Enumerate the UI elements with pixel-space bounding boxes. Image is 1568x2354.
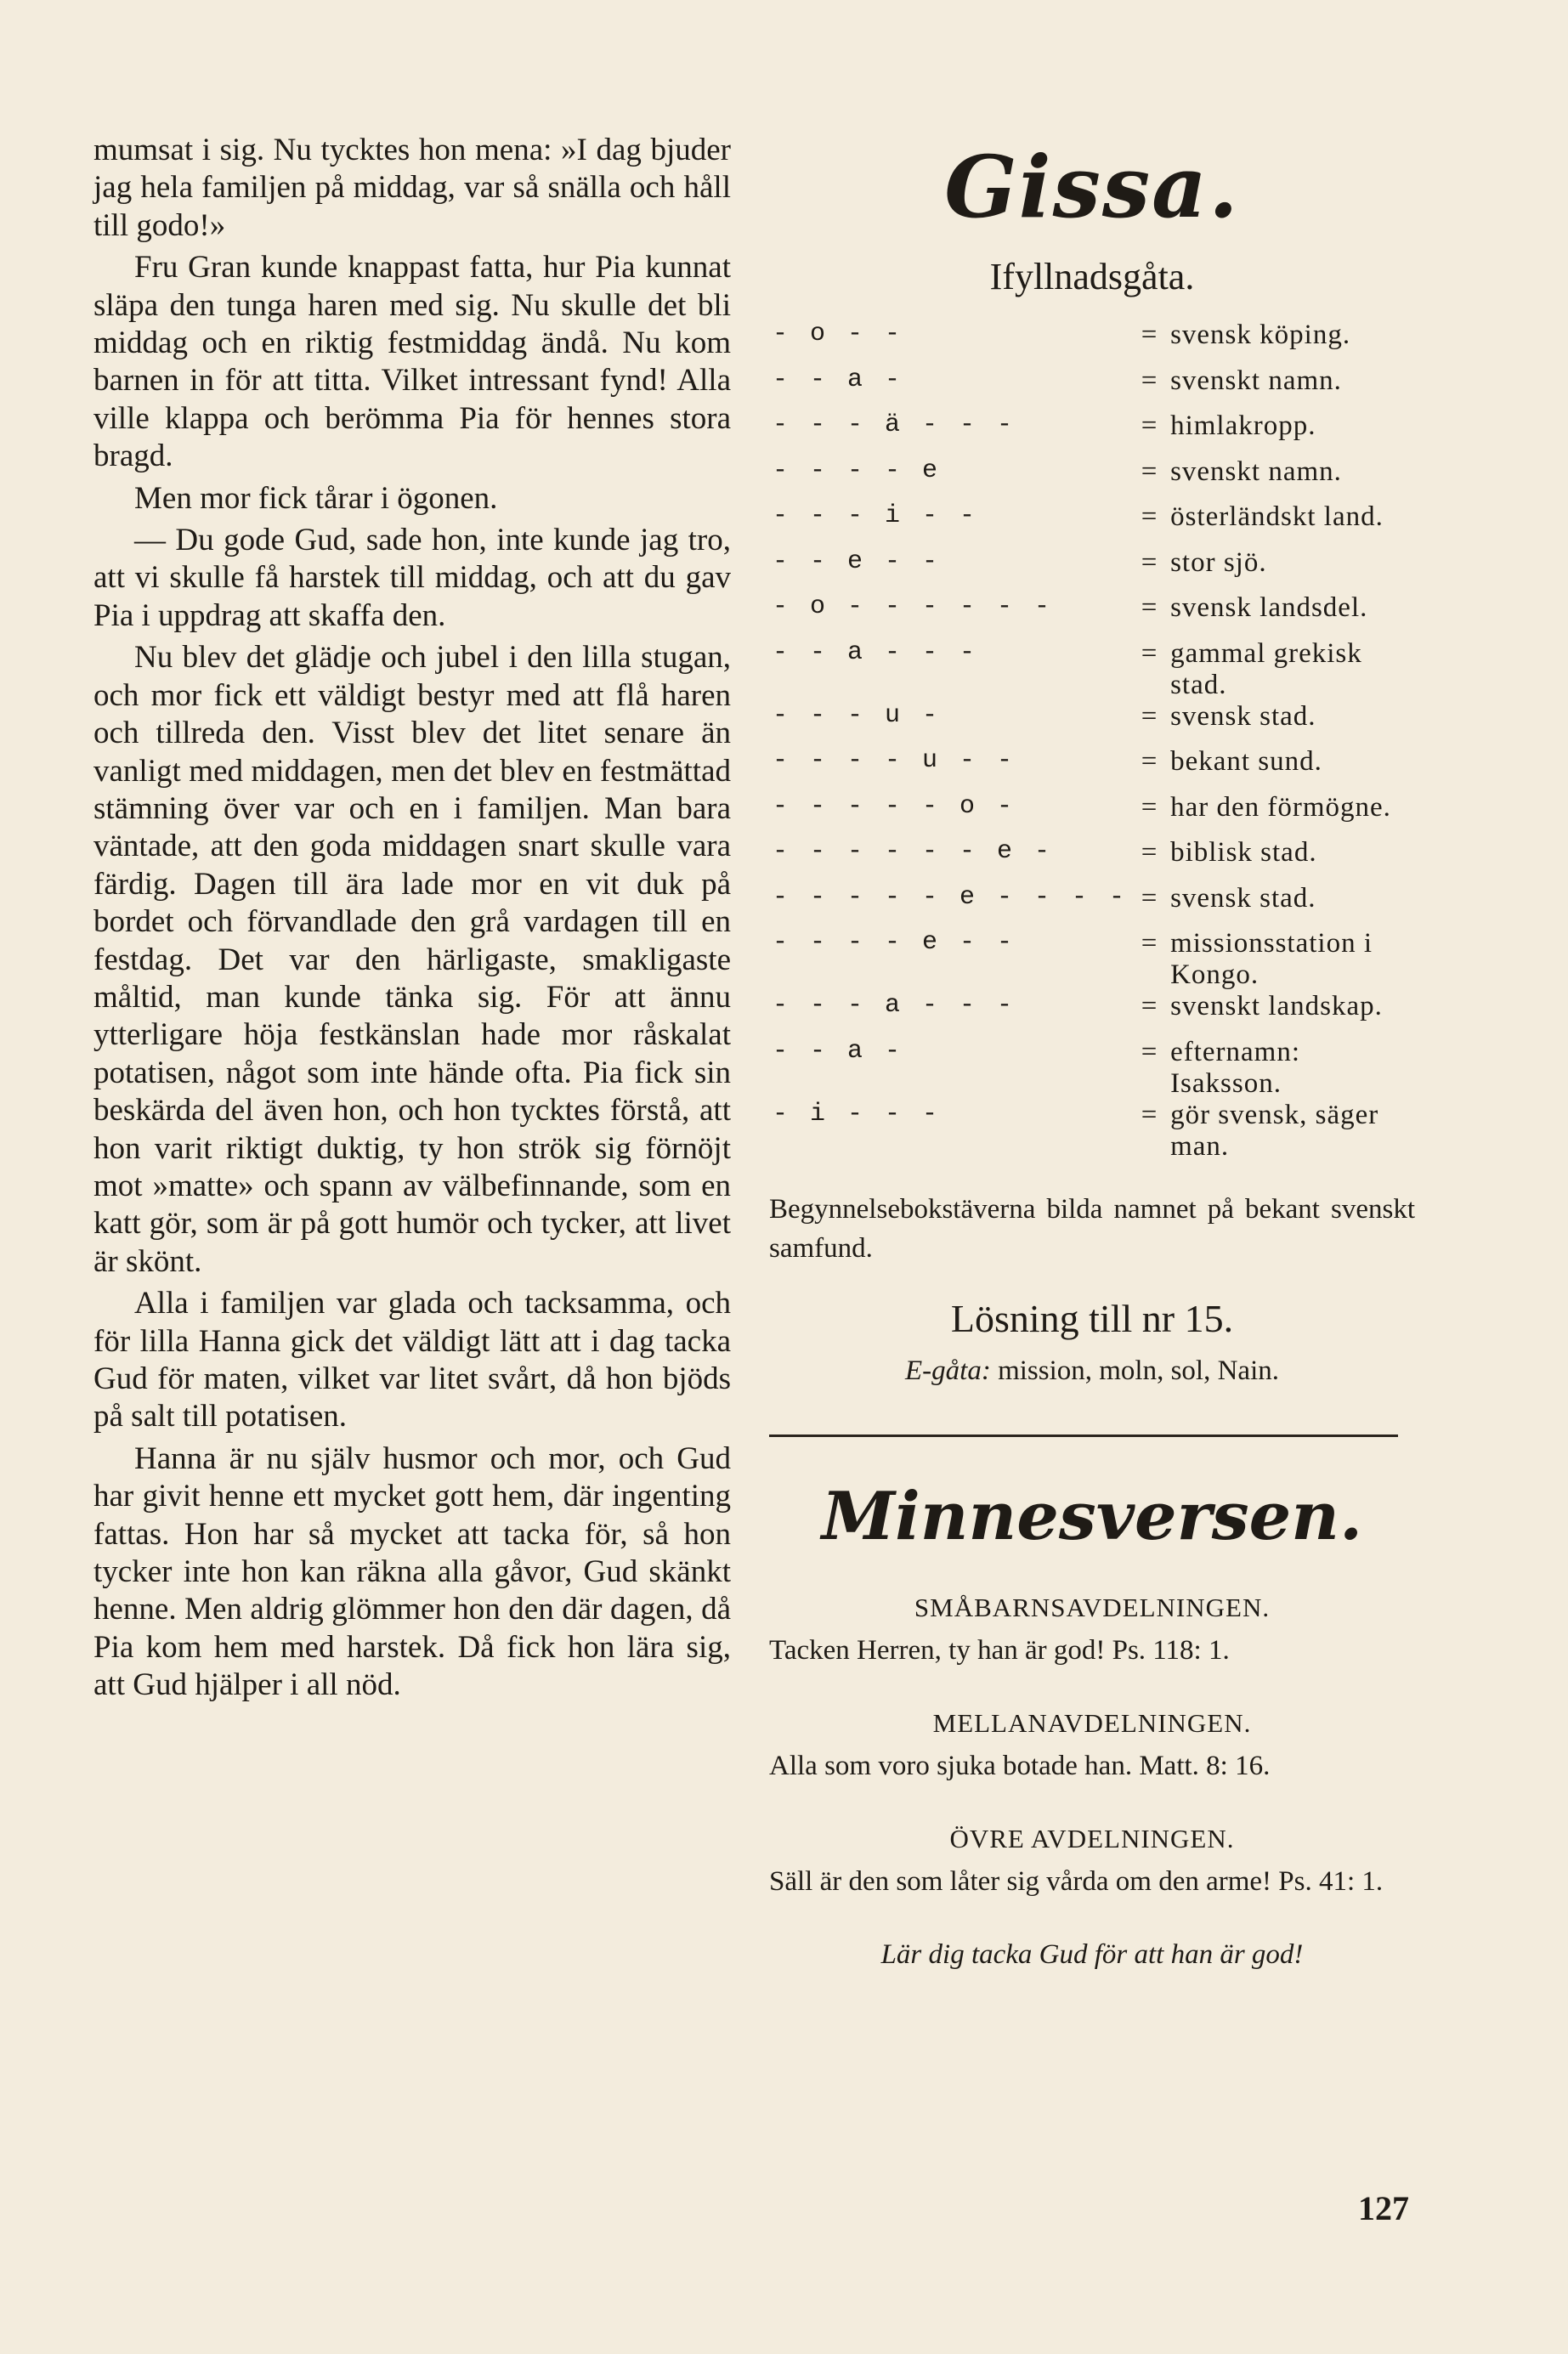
equals-sign: =: [1141, 546, 1158, 578]
puzzle-row: [769, 991, 1415, 1037]
puzzle-pattern: - - - i - -: [773, 501, 979, 530]
equals-sign: =: [1141, 456, 1158, 487]
equals-sign: =: [1141, 365, 1158, 396]
puzzle-clue: svensk köping.: [1170, 320, 1351, 350]
story-paragraph: — Du gode Gud, sade hon, inte kunde jag tro, att vi skulle få harstek till middag, och att du gav Pia i uppdrag att skaffa den.: [93, 523, 731, 633]
puzzle-clue: svensk landsdel.: [1170, 592, 1368, 623]
equals-sign: =: [1141, 928, 1158, 959]
closing-line: Lär dig tacka Gud för att han är god!: [880, 1938, 1304, 1970]
equals-sign: =: [1141, 882, 1158, 914]
puzzle-row: [769, 592, 1415, 638]
puzzle-row: [769, 638, 1415, 701]
puzzle-subtitle: Ifyllnadsgåta.: [989, 256, 1195, 297]
puzzle-row: [769, 701, 1415, 747]
solution-title: Lösning till nr 15.: [950, 1296, 1234, 1340]
story-paragraph: Alla i familjen var glada och tacksamma, och för lilla Hanna gick det väldigt lätt att i dag tacka Gud för maten, vilket var litet svårt, då hon bjöds på salt till potatisen.: [93, 1286, 731, 1434]
story-paragraph: mumsat i sig. Nu tycktes hon mena: »I dag bjuder jag hela familjen på middag, var så snälla och håll till godo!»: [93, 133, 731, 243]
puzzle-table: [769, 320, 1415, 1163]
puzzle-pattern: - o - - - - - -: [773, 592, 1054, 621]
puzzle-row: [769, 928, 1415, 991]
story-paragraph: Hanna är nu själv husmor och mor, och Gud har givit henne ett mycket gott hem, där ingenting fattas. Hon har så mycket att tacka för, så hon tycker inte hon kan räkna alla gåvor, Gud skänkt henne. Men aldrig glömmer hon den där dagen, då Pia kom hem med harstek. Då fick hon lära sig, att Gud hjälper i all nöd.: [93, 1440, 731, 1703]
puzzle-clue: svensk stad.: [1170, 882, 1316, 914]
puzzle-pattern: - - - - - - e -: [773, 837, 1054, 866]
puzzle-row: [769, 456, 1415, 502]
puzzle-pattern: - - a -: [773, 365, 904, 394]
puzzle-clue: gör svensk, säger man.: [1170, 1099, 1379, 1162]
puzzle-pattern: - - e - -: [773, 546, 942, 576]
verse-text: Alla som voro sjuka botade han. Matt. 8: 16.: [769, 1750, 1271, 1781]
puzzle-row: [769, 410, 1415, 456]
section-heading: MELLANAVDELNINGEN.: [932, 1707, 1252, 1738]
puzzle-clue: stor sjö.: [1170, 546, 1267, 578]
equals-sign: =: [1141, 1099, 1158, 1130]
puzzle-clue: svenskt namn.: [1170, 456, 1342, 487]
puzzle-pattern: - o - -: [773, 320, 904, 348]
puzzle-pattern: - - - ä - - -: [773, 410, 1016, 439]
puzzle-title: Gissa.: [944, 137, 1240, 237]
equals-sign: =: [1141, 1036, 1158, 1067]
puzzle-pattern: - - - - e: [773, 456, 942, 485]
puzzle-pattern: - - - a - - -: [773, 991, 1016, 1020]
story-paragraph: Fru Gran kunde knappast fatta, hur Pia kunnat släpa den tunga haren med sig. Nu skulle det bli middag och en riktig festmiddag ändå. Nu kom barnen in för att titta. Vilket intressant fynd! Alla ville klappa och berömma Pia för hennes stora bragd.: [93, 250, 731, 474]
solution-text: mission, moln, sol, Nain.: [998, 1355, 1279, 1386]
solution-label: E-gåta:: [905, 1355, 991, 1386]
puzzle-clue: himlakropp.: [1170, 410, 1316, 441]
equals-sign: =: [1141, 991, 1158, 1021]
section-heading: ÖVRE AVDELNINGEN.: [949, 1823, 1235, 1853]
equals-sign: =: [1141, 410, 1158, 441]
equals-sign: =: [1141, 320, 1158, 350]
puzzle-clue: svensk stad.: [1170, 700, 1316, 732]
equals-sign: =: [1141, 837, 1158, 868]
puzzle-clue: svenskt landskap.: [1170, 991, 1383, 1021]
solution-line: [769, 1351, 1415, 1390]
puzzle-clue: svenskt namn.: [1170, 365, 1342, 396]
puzzle-row: [769, 365, 1415, 411]
puzzle-pattern: - - - - - e - - - -: [773, 882, 1129, 912]
page-number: 127: [1358, 2189, 1409, 2227]
memory-verse-title: Minnesversen.: [821, 1477, 1363, 1555]
puzzle-clue: gammal grekisk stad.: [1170, 637, 1362, 700]
puzzle-clue: bekant sund.: [1170, 746, 1322, 777]
puzzle-row: [769, 320, 1415, 365]
puzzle-row: [769, 792, 1415, 838]
story-paragraph: Nu blev det glädje och jubel i den lilla stugan, och mor fick ett väldigt bestyr med att flå haren och tillreda den. Visst blev det litet senare än vanligt med middagen, men det blev en festmättad stämning över var och en i familjen. Man bara väntade, att den goda middagen snart skulle vara färdig. Dagen till ära lade mor en vit duk på bordet och förvandlade den grå vardagen till en festdag. Det var den härligaste, smakligaste måltid, man kunde tänka sig. För att ännu ytterligare höja festkänslan hade mor råskalat potatisen, något som inte hände ofta. Pia fick sin beskärda del även hon, och hon tycktes förstå, att hon varit riktigt duktig, ty hon strök sig förnöjt mot »matte» och spann av välbefinnande, som en katt gör, som är på gott humör och tycker, att livet är skönt.: [93, 640, 731, 1279]
puzzle-pattern: - - a -: [773, 1036, 904, 1066]
puzzle-row: [769, 746, 1415, 792]
sidebar-column: [769, 136, 1415, 1974]
puzzle-pattern: - i - - -: [773, 1099, 942, 1129]
section-heading: SMÅBARNSAVDELNINGEN.: [914, 1592, 1271, 1622]
equals-sign: =: [1141, 791, 1158, 823]
story-column: [93, 132, 731, 1705]
equals-sign: =: [1141, 592, 1158, 623]
puzzle-row: [769, 1037, 1415, 1100]
puzzle-row: [769, 1100, 1415, 1163]
puzzle-pattern: - - - - u - -: [773, 746, 1016, 775]
equals-sign: =: [1141, 637, 1158, 669]
equals-sign: =: [1141, 746, 1158, 777]
puzzle-clue: har den förmögne.: [1170, 791, 1391, 823]
section-divider: [769, 1434, 1398, 1437]
puzzle-pattern: - - - - e - -: [773, 928, 1016, 957]
verse-text: Säll är den som låter sig vårda om den arme! Ps. 41: 1.: [769, 1865, 1384, 1897]
puzzle-clue: missionsstation i Kongo.: [1170, 928, 1373, 990]
puzzle-pattern: - - - - - o -: [773, 791, 1016, 821]
puzzle-clue: biblisk stad.: [1170, 837, 1317, 868]
puzzle-row: [769, 883, 1415, 929]
puzzle-row: [769, 837, 1415, 883]
puzzle-pattern: - - - u -: [773, 700, 942, 730]
puzzle-row: [769, 547, 1415, 593]
story-paragraph: Men mor fick tårar i ögonen.: [134, 480, 498, 516]
puzzle-row: [769, 501, 1415, 547]
puzzle-pattern: - - a - - -: [773, 637, 979, 667]
equals-sign: =: [1141, 501, 1158, 532]
puzzle-clue: österländskt land.: [1170, 501, 1384, 532]
puzzle-clue: efternamn: Isaksson.: [1170, 1036, 1300, 1099]
equals-sign: =: [1141, 700, 1158, 732]
verse-text: Tacken Herren, ty han är god! Ps. 118: 1.: [769, 1634, 1230, 1666]
puzzle-note: Begynnelsebokstäverna bilda namnet på bekant svenskt samfund.: [769, 1193, 1415, 1264]
